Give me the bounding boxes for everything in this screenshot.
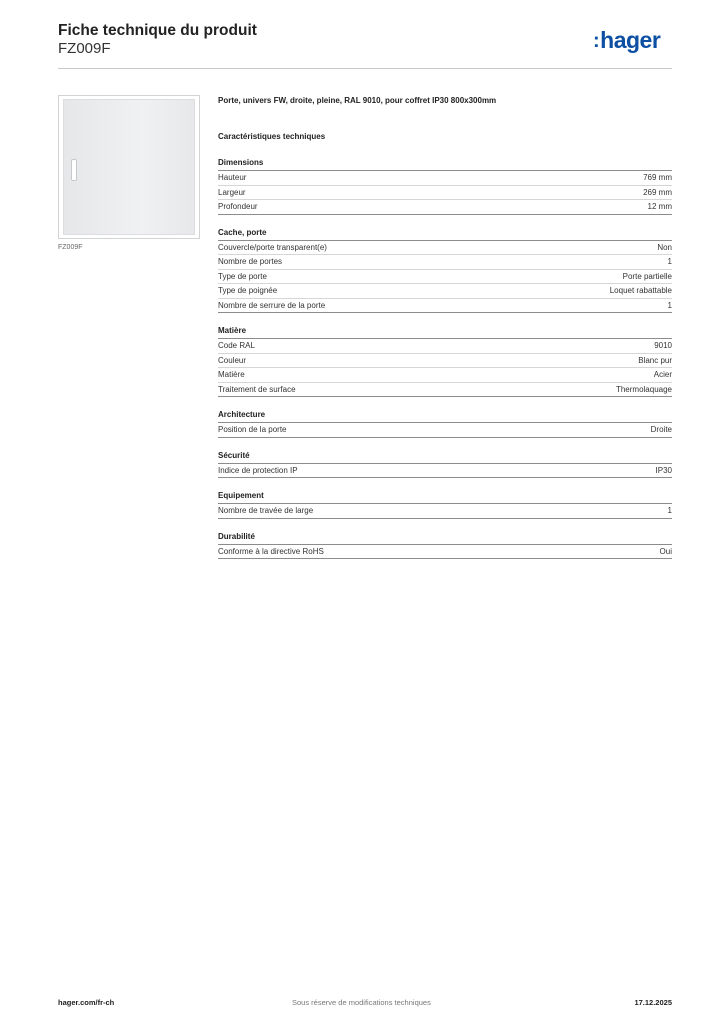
- header-divider: [58, 68, 672, 69]
- spec-row: [218, 368, 672, 383]
- footer-date: 17.12.2025: [634, 998, 672, 1007]
- section-title: Durabilité: [218, 531, 672, 545]
- specs-heading: Caractéristiques techniques: [218, 132, 326, 141]
- product-description: Porte, univers FW, droite, pleine, RAL 9010, pour coffret IP30 800x300mm: [218, 96, 497, 105]
- spec-row: [218, 464, 672, 479]
- section-title: Cache, porte: [218, 227, 672, 241]
- spec-section: [218, 227, 672, 314]
- door-handle-icon: [71, 159, 77, 181]
- image-caption: FZ009F: [58, 244, 83, 251]
- spec-row: [218, 171, 672, 186]
- door-panel-icon: [63, 99, 195, 235]
- spec-label: Nombre de travée de large: [218, 506, 314, 515]
- spec-value: 1: [667, 506, 672, 515]
- spec-row: [218, 241, 672, 256]
- section-title: Equipement: [218, 490, 672, 504]
- spec-row: [218, 200, 672, 215]
- spec-value: 12 mm: [647, 202, 672, 211]
- spec-content: [218, 95, 672, 559]
- spec-label: Matière: [218, 370, 245, 379]
- section-title: Architecture: [218, 409, 672, 423]
- section-title: Matière: [218, 325, 672, 339]
- product-code-heading: FZ009F: [58, 40, 111, 57]
- spec-label: Couleur: [218, 355, 247, 365]
- spec-row: [218, 354, 672, 369]
- spec-value: Oui: [659, 546, 672, 556]
- section-title: Dimensions: [218, 157, 672, 171]
- spec-row: [218, 339, 672, 354]
- spec-label: Indice de protection IP: [218, 465, 298, 475]
- spec-row: [218, 270, 672, 285]
- spec-label: Couvercle/porte transparent(e): [218, 242, 327, 252]
- spec-value: 1: [667, 257, 672, 266]
- footer-website[interactable]: hager.com/fr-ch: [58, 998, 115, 1007]
- spec-value: Loquet rabattable: [609, 286, 672, 295]
- spec-value: Acier: [653, 370, 672, 379]
- spec-section: [218, 157, 672, 215]
- spec-row: [218, 423, 672, 438]
- section-title: Sécurité: [218, 450, 672, 464]
- logo-text: hager: [600, 27, 661, 53]
- spec-value: 269 mm: [643, 187, 672, 197]
- spec-value: Thermolaquage: [615, 384, 672, 394]
- page-title: Fiche technique du produit: [58, 22, 257, 39]
- spec-value: 769 mm: [643, 173, 672, 182]
- spec-value: IP30: [655, 465, 672, 475]
- spec-section: [218, 490, 672, 519]
- product-image: [58, 95, 200, 239]
- spec-row: [218, 255, 672, 270]
- spec-section: [218, 531, 672, 560]
- spec-label: Hauteur: [218, 173, 247, 182]
- spec-label: Type de porte: [218, 271, 267, 281]
- spec-label: Nombre de portes: [218, 257, 283, 266]
- spec-value: 9010: [654, 341, 672, 350]
- spec-label: Nombre de serrure de la porte: [218, 300, 326, 310]
- spec-value: Non: [657, 242, 672, 252]
- spec-value: Droite: [650, 425, 672, 434]
- footer-notice: Sous réserve de modifications techniques: [292, 998, 431, 1007]
- spec-label: Position de la porte: [218, 425, 287, 434]
- spec-label: Conforme à la directive RoHS: [218, 546, 324, 556]
- spec-label: Largeur: [218, 187, 246, 197]
- hager-logo: [593, 29, 660, 52]
- spec-sections: [218, 157, 672, 559]
- spec-row: [218, 383, 672, 398]
- spec-value: Blanc pur: [638, 355, 672, 365]
- spec-section: [218, 409, 672, 438]
- spec-row: [218, 299, 672, 314]
- spec-label: Type de poignée: [218, 286, 278, 295]
- spec-label: Code RAL: [218, 341, 255, 350]
- spec-row: [218, 284, 672, 299]
- spec-label: Profondeur: [218, 202, 258, 211]
- spec-section: [218, 325, 672, 397]
- logo-dots-icon: :: [593, 30, 600, 52]
- spec-value: 1: [667, 300, 672, 310]
- spec-row: [218, 504, 672, 519]
- spec-row: [218, 545, 672, 560]
- spec-value: Porte partielle: [622, 271, 672, 281]
- spec-section: [218, 450, 672, 479]
- spec-row: [218, 186, 672, 201]
- spec-label: Traitement de surface: [218, 384, 296, 394]
